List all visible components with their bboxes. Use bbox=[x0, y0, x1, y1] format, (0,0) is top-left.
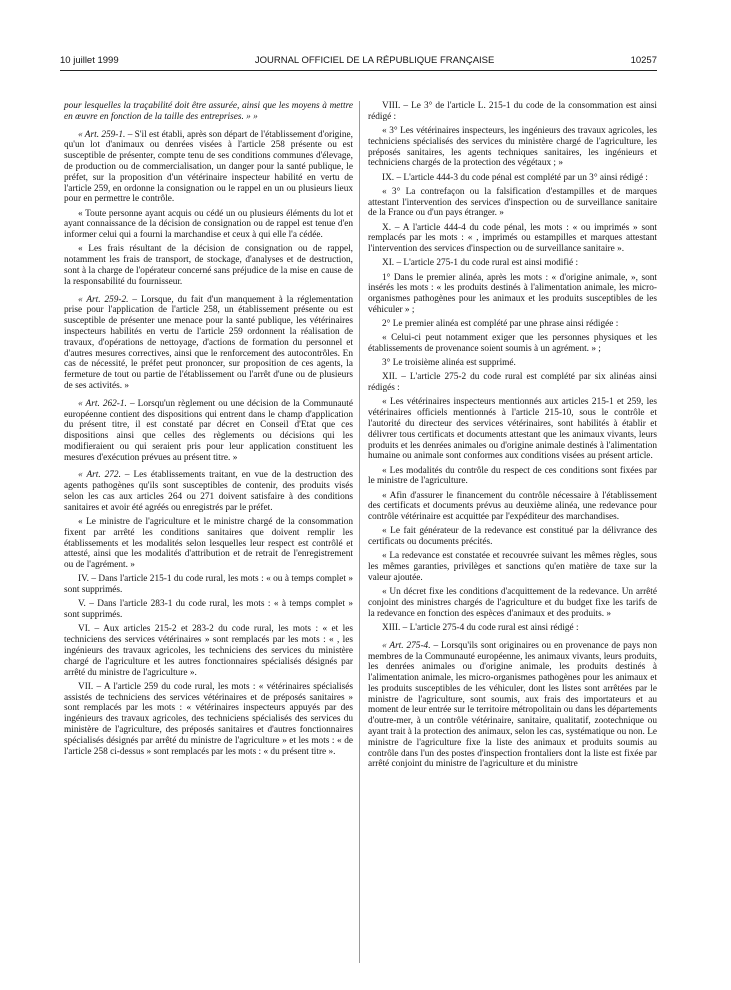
paragraph-text: 1° Dans le premier alinéa, après les mots : « d'origine animale, », sont insérés les mots : « les produits destinés à l'alimentation animale, les micro-organismes pathogènes pour les animaux et les produits susceptibles de les véhiculer » ; bbox=[368, 272, 657, 315]
right-paragraph bbox=[368, 526, 657, 548]
right-paragraph bbox=[368, 173, 657, 184]
paragraph-text: « 3° Les vétérinaires inspecteurs, les ingénieurs des travaux agricoles, les techniciens spécialisés des services du ministère chargé de l'agriculture, les préposés sanitaires, les agents techniques sanitaires, les ingénieurs et techniciens chargés de la protection des végétaux ; » bbox=[368, 125, 657, 169]
paragraph-text: « Les frais résultant de la décision de consignation ou de rappel, notamment les frais de transport, de stockage, d'analyses et de destruction, sont à la charge de l'opérateur concerné sans préjudice de la mise en cause de la responsabilité du fournisseur. bbox=[64, 244, 353, 287]
paragraph-text: « Le fait générateur de la redevance est constitué par la délivrance des certificats ou documents précités. bbox=[368, 526, 657, 548]
right-paragraph bbox=[368, 397, 657, 462]
paragraph-text: – S'il est établi, après son départ de l'établissement d'origine, qu'un lot d'animaux ou denrées visées à l'article 258 présente ou est susceptible de présenter, compte tenu de ses conditions communes d'élevage, de production ou de commercialisation, un danger pour la santé publique, le préfet, sur la proposition d'un vétérinaire inspecteur habilité en vertu de l'article 259, en ordonne la consignation ou le rappel en un ou plusieurs lieux pour en permettre le contrôle. bbox=[64, 129, 353, 205]
right-paragraph bbox=[368, 319, 657, 330]
paragraph-text: « Celui-ci peut notamment exiger que les personnes physiques et les établissements de provenance soient soumis à un agrément. » ; bbox=[368, 333, 657, 355]
right-paragraph bbox=[368, 258, 657, 269]
paragraph-text: – Lorsqu'un règlement ou une décision de la Communauté européenne contient des dispositions qui entrent dans le champ d'application du présent titre, il est constaté par décret en Conseil d'Etat que ces dispositions ainsi que celles des règlements ou décisions qui les modifieraient ou qui seraient pris pour leur application constituent les mesures d'exécution prévues au présent titre. » bbox=[64, 398, 353, 463]
left-column bbox=[64, 101, 353, 761]
right-paragraph bbox=[368, 333, 657, 355]
left-paragraph bbox=[64, 295, 353, 392]
right-paragraph bbox=[368, 587, 657, 619]
right-paragraph bbox=[368, 623, 657, 634]
header-journal-title: JOURNAL OFFICIEL DE LA RÉPUBLIQUE FRANÇAISE bbox=[254, 55, 495, 66]
left-paragraph bbox=[64, 682, 353, 758]
right-paragraph bbox=[368, 273, 657, 316]
left-paragraph bbox=[64, 130, 353, 206]
left-paragraph bbox=[64, 101, 353, 123]
left-paragraph bbox=[64, 599, 353, 621]
paragraph-text: « Le ministre de l'agriculture et le ministre chargé de la consommation fixent par arrêté les conditions sanitaires que doivent remplir les établissements et les modalités selon lesquelles leur respect est contrôlé et attesté, ainsi que les modalités d'attribution et de retrait de l'enregistrement ou de l'agrément. » bbox=[64, 517, 353, 571]
right-paragraph bbox=[368, 126, 657, 169]
article-label: « Art. 259-2. bbox=[78, 294, 129, 305]
article-label: « Art. 262-1. bbox=[78, 398, 127, 409]
left-paragraph bbox=[64, 209, 353, 241]
left-paragraph bbox=[64, 244, 353, 287]
paragraph-text: IX. – L'article 444-3 du code pénal est complété par un 3° ainsi rédigé : bbox=[382, 172, 648, 183]
article-label: « Art. 259-1. bbox=[78, 129, 126, 140]
paragraph-text: X. – A l'article 444-4 du code pénal, les mots : « ou imprimés » sont remplacés par les mots : « , imprimés ou estampilles et marques attestant l'intervention des services d'inspection ou de surveillance sanitaire ». bbox=[368, 222, 657, 255]
paragraph-text: VI. – Aux articles 215-2 et 283-2 du code rural, les mots : « et les techniciens des services vétérinaires » sont remplacés par les mots : « , les ingénieurs des travaux agricoles, les techniciens des services du ministère chargé de l'agriculture et les autres fonctionnaires spécialisés désignés par arrêté du ministre de l'agriculture ». bbox=[64, 624, 353, 678]
paragraph-text: « La redevance est constatée et recouvrée suivant les mêmes règles, sous les mêmes garanties, privilèges et sanctions qu'en matière de taxe sur la valeur ajoutée. bbox=[368, 551, 657, 583]
paragraph-text: – Lorsqu'ils sont originaires ou en provenance de pays non membres de la Communauté européenne, les animaux vivants, leurs produits, les denrées animales ou d'origine animale, les produits destinés à l'alimentation animale, les micro-organismes pathogènes pour les animaux et les produits susceptibles de les véhiculer, dont les listes sont arrêtées par le ministre de l'agriculture, sont soumis, aux frais des importateurs et au moment de leur entrée sur le territoire métropolitain ou dans les départements d'outre-mer, à un contrôle vétérinaire, sanitaire, qualitatif, zootechnique ou ayant trait à la protection des animaux, selon les cas, systématique ou non. Le ministre de l'agriculture fixe la liste des animaux et produits soumis au contrôle dans l'un des postes d'inspection frontaliers dont la liste est fixée par arrêté conjoint du ministre de l'agriculture et du ministre bbox=[368, 640, 657, 770]
paragraph-text: 2° Le premier alinéa est complété par une phrase ainsi rédigée : bbox=[382, 319, 619, 330]
right-paragraph bbox=[368, 491, 657, 523]
paragraph-text: XIII. – L'article 275-4 du code rural est ainsi rédigé : bbox=[382, 622, 579, 633]
right-paragraph bbox=[368, 101, 657, 123]
page-header bbox=[60, 55, 657, 71]
header-page-number: 10257 bbox=[630, 55, 657, 66]
right-paragraph bbox=[368, 358, 657, 369]
right-paragraph bbox=[368, 551, 657, 583]
paragraph-text: pour lesquelles la traçabilité doit être assurée, ainsi que les moyens à mettre en œuvre en fonction de la taille des entreprises. » » bbox=[64, 101, 353, 122]
paragraph-text: VII. – A l'article 259 du code rural, les mots : « vétérinaires spécialisés assistés de techniciens des services vétérinaires et de préposés sanitaires » sont remplacés par les mots : « vétérinaires inspecteurs appuyés par des ingénieurs des travaux agricoles, des techniciens spécialisés des services du ministère de l'agriculture, des préposés sanitaires et d'autres fonctionnaires spécialisés désignés par arrêté du ministre de l'agriculture » et les mots : « de l'article 258 ci-dessus » sont remplacés par les mots : « du présent titre ». bbox=[64, 681, 353, 757]
paragraph-text: « Les modalités du contrôle du respect de ces conditions sont fixées par le ministre de l'agriculture. bbox=[368, 465, 657, 487]
paragraph-text: 3° Le troisième alinéa est supprimé. bbox=[382, 358, 516, 369]
paragraph-text: « Toute personne ayant acquis ou cédé un ou plusieurs éléments du lot et ayant connaissance de la décision de consignation ou de rappel est tenue d'en informer celui qui a fourni la marchandise et ceux à qui elle l'a cédée. bbox=[64, 208, 353, 241]
right-paragraph bbox=[368, 466, 657, 488]
paragraph-text: « Un décret fixe les conditions d'acquittement de la redevance. Un arrêté conjoint des ministres chargés de l'agriculture et du budget fixe les tarifs de la redevance en fonction des espèces d'animaux et des produits. » bbox=[368, 587, 657, 619]
article-label: « Art. 272. bbox=[78, 470, 121, 481]
right-paragraph bbox=[368, 187, 657, 219]
paragraph-text: « Afin d'assurer le financement du contrôle nécessaire à l'établissement des certificats et documents prévus au deuxième alinéa, une redevance pour contrôle vétérinaire est acquittée par l'expéditeur des marchandises. bbox=[368, 490, 657, 523]
paragraph-text: « 3° La contrefaçon ou la falsification d'estampilles et de marques attestant l'intervention des services d'inspection ou de surveillance sanitaire de la France ou d'un pays étranger. » bbox=[368, 186, 657, 219]
paragraph-text: IV. – Dans l'article 215-1 du code rural, les mots : « ou à temps complet » sont supprimés. bbox=[64, 574, 353, 596]
article-label: « Art. 275-4. bbox=[382, 640, 431, 651]
right-column bbox=[368, 101, 657, 774]
right-paragraph bbox=[368, 372, 657, 394]
left-paragraph bbox=[64, 574, 353, 596]
header-date: 10 juillet 1999 bbox=[60, 55, 119, 66]
paragraph-text: V. – Dans l'article 283-1 du code rural, les mots : « à temps complet » sont supprimés. bbox=[64, 599, 353, 621]
paragraph-text: – Lorsque, du fait d'un manquement à la réglementation prise pour l'application de l'article 258, un établissement présente ou est susceptible de présenter une menace pour la santé publique, les vétérinaires inspecteurs habilités en vertu de l'article 259 ordonnent la réalisation de travaux, d'opérations de nettoyage, d'actions de formation du personnel et d'autres mesures correctives, ainsi que le renforcement des autocontrôles. En cas de nécessité, le préfet peut prononcer, sur proposition de ces agents, la fermeture de tout ou partie de l'établissement ou l'arrêt d'une ou de plusieurs de ses activités. » bbox=[64, 294, 353, 391]
left-paragraph bbox=[64, 399, 353, 464]
right-paragraph bbox=[368, 223, 657, 255]
paragraph-text: – Les établissements traitant, en vue de la destruction des agents pathogènes qu'ils sont susceptibles de contenir, des produits visés selon les cas aux articles 264 ou 271 doivent satisfaire à des conditions sanitaires et avoir été agréés ou enregistrés par le préfet. bbox=[64, 470, 353, 513]
paragraph-text: XII. – L'article 275-2 du code rural est complété par six alinéas ainsi rédigés : bbox=[368, 372, 657, 394]
left-paragraph bbox=[64, 517, 353, 571]
paragraph-text: XI. – L'article 275-1 du code rural est ainsi modifié : bbox=[382, 258, 579, 269]
right-paragraph bbox=[368, 641, 657, 771]
left-paragraph bbox=[64, 470, 353, 513]
paragraph-text: « Les vétérinaires inspecteurs mentionnés aux articles 215-1 et 259, les vétérinaires officiels mentionnés à l'article 215-10, sous le contrôle et l'autorité du directeur des services vétérinaires, sont habilités à établir et délivrer tous certificats et documents attestant que les animaux vivants, leurs produits et les denrées animales ou d'origine animale destinés à l'alimentation humaine ou animale sont conformes aux conditions visées au présent article. bbox=[368, 397, 657, 462]
paragraph-text: VIII. – Le 3° de l'article L. 215-1 du code de la consommation est ainsi rédigé : bbox=[368, 101, 657, 122]
column-divider bbox=[359, 101, 360, 963]
left-paragraph bbox=[64, 624, 353, 678]
